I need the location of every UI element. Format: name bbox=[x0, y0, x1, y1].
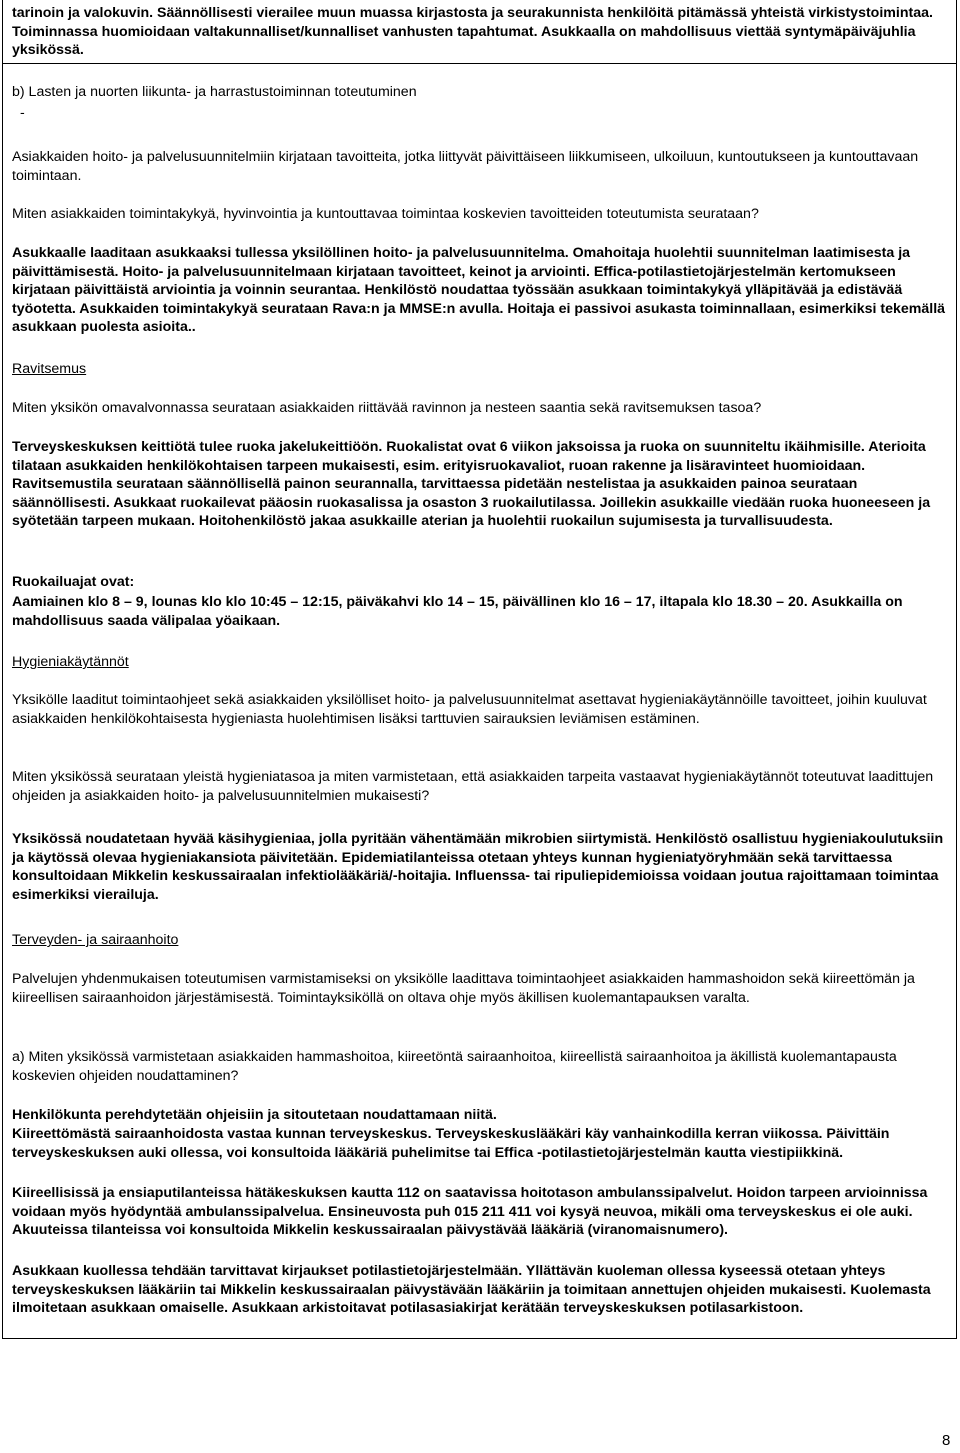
section-b-paragraph: Asiakkaiden hoito- ja palvelusuunnitelmiin kirjataan tavoitteita, jotka liittyvät päivittäiseen liikkumiseen, ulkoiluun, kuntoutukseen ja kuntouttavaan toimintaan. bbox=[12, 149, 919, 184]
ruokailuajat-heading: Ruokailuajat ovat: bbox=[12, 574, 135, 590]
hygienia-question: Miten yksikössä seurataan yleistä hygieniatasoa ja miten varmistetaan, että asiakkaiden tarpeita vastaavat hygieniakäytännöt toteutuvat laadittujen ohjeiden ja asiakkaiden hoito- ja palvelusuunnitelmien mukaisesti? bbox=[12, 769, 934, 804]
terveys-question: a) Miten yksikössä varmistetaan asiakkaiden hammashoitoa, kiireetöntä sairaanhoitoa, kiireellistä sairaanhoitoa ja äkillistä kuolemantapausta koskevien ohjeiden noudattaminen? bbox=[12, 1049, 897, 1084]
empty-dash: - bbox=[20, 105, 25, 121]
hygienia-answer: Yksikössä noudatetaan hyvää käsihygieniaa, jolla pyritään vähentämään mikrobien siirtymistä. Henkilöstö osallistuu hygieniakoulutuksiin ja käytössä olevaa hygieniakansiota päivitetään. Epidemiatilanteissa otetaan yhteys kunnan hygieniatyöryhmään sekä tarvittaessa konsultoidaan Mikkelin keskussairaalan infektiolääkäriä/-hoitajia. Influenssa- tai ripuliepidemioissa voidaan joutua rajoittamaan toimintaa esimerkiksi vierailuja. bbox=[12, 831, 944, 903]
hygienia-paragraph: Yksikölle laaditut toimintaohjeet sekä asiakkaiden yksilölliset hoito- ja palvelusuunnitelmat asettavat hygieniakäytännöille tavoitteet, joihin kuuluvat asiakkaiden henkilökohtaisesta hygieniasta huolehtimisen lisäksi tarttuvien sairauksien leviämisen estäminen. bbox=[12, 692, 927, 727]
ruokailuajat-text: Aamiainen klo 8 – 9, lounas klo klo 10:45 – 12:15, päiväkahvi klo 14 – 15, päivällinen klo 16 – 17, iltapala klo 18.30 – 20. Asukkailla on mahdollisuus saada välipalaa yöaikaan. bbox=[12, 594, 903, 629]
terveys-heading: Terveyden- ja sairaanhoito bbox=[12, 932, 179, 948]
section-b-question: Miten asiakkaiden toimintakykyä, hyvinvointia ja kuntouttavaa toimintaa koskevien tavoitteiden toteutumista seurataan? bbox=[12, 206, 759, 222]
terveys-answer-1: Henkilökunta perehdytetään ohjeisiin ja sitoutetaan noudattamaan niitä. bbox=[12, 1107, 497, 1123]
terveys-answer-4: Asukkaan kuollessa tehdään tarvittavat kirjaukset potilastietojärjestelmään. Yllättävän kuoleman ollessa kyseessä otetaan yhteys terveyskeskuksen lääkäriin tai Mikkelin keskussairaalan päivystävään lääkäriin ja toimitaan annettujen ohjeiden mukaisesti. Kuolemasta ilmoitetaan asukkaan omaiselle. Asukkaan arkistoitavat potilasasiakirjat kerätään terveyskeskuksen potilasarkistoon. bbox=[12, 1263, 931, 1316]
page-number: 8 bbox=[942, 1432, 951, 1449]
ravitsemus-question: Miten yksikön omavalvonnassa seurataan asiakkaiden riittävää ravinnon ja nesteen saantia sekä ravitsemuksen tasoa? bbox=[12, 400, 762, 416]
section-divider bbox=[2, 63, 957, 64]
terveys-paragraph: Palvelujen yhdenmukaisen toteutumisen varmistamiseksi on yksikölle laadittava toimintaohjeet asiakkaiden hammashoidon sekä kiireettömän ja kiireellisen sairaanhoidon järjestämisestä. Toimintayksiköllä on oltava ohje myös äkillisen kuolemantapauksen varalta. bbox=[12, 971, 915, 1006]
section-b-answer: Asukkaalle laaditaan asukkaaksi tullessa yksilöllinen hoito- ja palvelusuunnitelma. Omahoitaja huolehtii suunnitelman laatimisesta ja päivittämisestä. Hoito- ja palvelusuunnitelmaan kirjataan tavoitteet, keinot ja arviointi. Effica-potilastietojärjestelmän kertomukseen kirjataan päivittäistä arviointia ja voinnin seurantaa. Henkilöstö noudattaa työssään asukkaan toimintakykyä ylläpitävää ja edistävää työotetta. Asukkaiden toimintakykyä seurataan Rava:n ja MMSE:n avulla. Hoitaja ei passivoi asukasta toiminnallaan, esimerkiksi tekemällä asukkaan puolesta asioita.. bbox=[12, 245, 946, 335]
section-b-heading: b) Lasten ja nuorten liikunta- ja harrastustoiminnan toteutuminen bbox=[12, 84, 417, 100]
intro-paragraph: tarinoin ja valokuvin. Säännöllisesti vierailee muun muassa kirjastosta ja seurakunnista henkilöitä pitämässä yhteistä virkistystoimintaa. Toiminnassa huomioidaan valtakunnalliset/kunnalliset vanhusten tapahtumat. Asukkaalla on mahdollisuus viettää syntymäpäiväjuhlia yksikössä. bbox=[12, 5, 933, 58]
ravitsemus-heading: Ravitsemus bbox=[12, 361, 87, 377]
terveys-answer-2: Kiireettömästä sairaanhoidosta vastaa kunnan terveyskeskus. Terveyskeskuslääkäri käy vanhainkodilla kerran viikossa. Päivittäin terveyskeskuksen auki ollessa, voi konsultoida lääkäriä puhelimitse tai Effica -potilastietojärjestelmän kautta viestipiikkinä. bbox=[12, 1126, 890, 1161]
terveys-answer-3: Kiireellisissä ja ensiaputilanteissa hätäkeskuksen kautta 112 on saatavissa hoitotason ambulanssipalvelut. Hoidon tarpeen arvioinnissa voidaan myös hyödyntää ambulanssipalvelua. Ensineuvosta puh 015 211 411 voi kysyä neuvoa, mikäli oma terveyskeskus ei ole auki. Akuuteissa tilanteissa voi konsultoida Mikkelin keskussairaalan päivystävää lääkäriä (viranomaisnumero). bbox=[12, 1185, 928, 1238]
hygienia-heading: Hygieniakäytännöt bbox=[12, 654, 129, 670]
ravitsemus-answer: Terveyskeskuksen keittiötä tulee ruoka jakelukeittiöön. Ruokalistat ovat 6 viikon jaksoissa ja ruoka on suunniteltu ikäihmisille. Aterioita tilataan asukkaiden henkilökohtaisen tarpeen mukaisesti, esim. erityisruokavaliot, ruoan rakenne ja lisäravinteet huomioidaan. Ravitsemustila seurataan säännöllisellä painon seurannalla, tarvittaessa pidetään nestelistaa ja asukkaiden painoa seurataan säännöllisesti. Asukkaat ruokailevat pääosin ruokasalissa ja osaston 3 ruokailutilassa. Joillekin asukkaille viedään ruoka huoneeseen ja syötetään tarpeen mukaan. Hoitohenkilöstö jakaa asukkaille aterian ja huolehtii ruokailun sujumisesta ja turvallisuudesta. bbox=[12, 439, 931, 529]
